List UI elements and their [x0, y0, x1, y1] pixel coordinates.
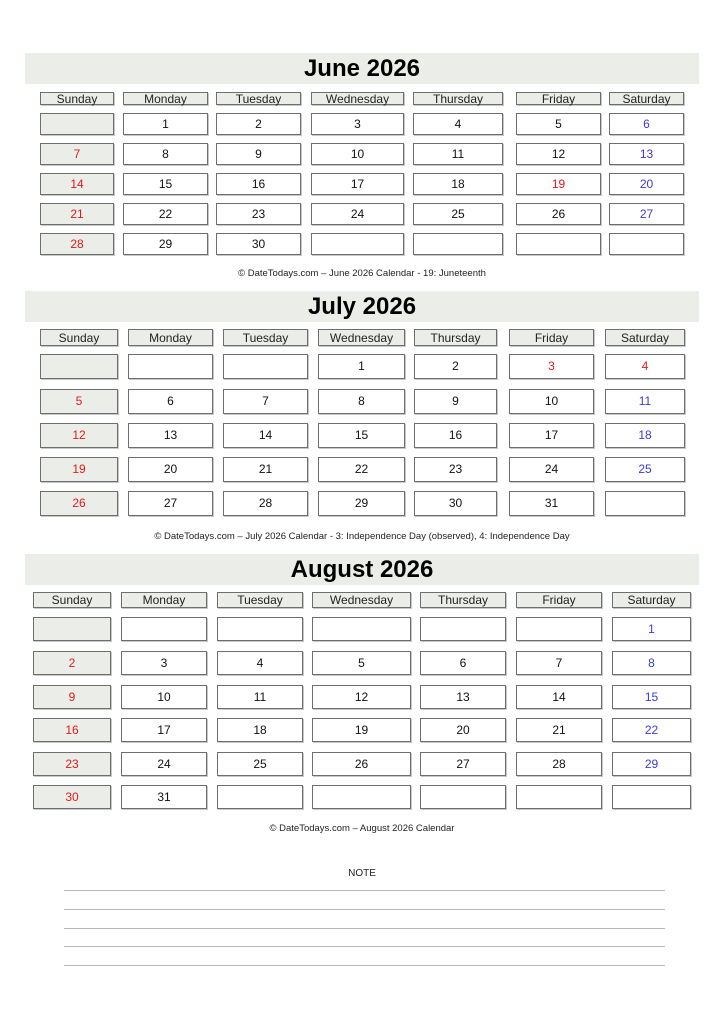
day-cell[interactable]: 19 — [516, 173, 601, 195]
day-cell[interactable]: 22 — [123, 203, 208, 225]
day-cell[interactable]: 14 — [223, 423, 308, 448]
day-cell[interactable]: 12 — [312, 685, 411, 709]
day-cell[interactable]: 11 — [605, 389, 685, 414]
weekday-header-tuesday: Tuesday — [217, 592, 303, 608]
day-cell[interactable]: 8 — [318, 389, 405, 414]
day-cell[interactable]: 9 — [414, 389, 497, 414]
empty-day-cell — [413, 233, 503, 255]
empty-day-cell — [420, 617, 506, 641]
day-cell[interactable]: 19 — [40, 457, 118, 482]
day-cell[interactable]: 27 — [420, 752, 506, 776]
day-cell[interactable]: 3 — [121, 651, 207, 675]
empty-day-cell — [40, 113, 114, 135]
day-cell[interactable]: 18 — [413, 173, 503, 195]
day-cell[interactable]: 4 — [217, 651, 303, 675]
day-cell[interactable]: 18 — [217, 718, 303, 742]
day-cell[interactable]: 10 — [509, 389, 594, 414]
day-cell[interactable]: 18 — [605, 423, 685, 448]
empty-day-cell — [128, 354, 213, 379]
empty-day-cell — [312, 617, 411, 641]
weekday-header-wednesday: Wednesday — [318, 329, 405, 346]
day-cell[interactable]: 21 — [223, 457, 308, 482]
day-cell[interactable]: 26 — [516, 203, 601, 225]
day-cell[interactable]: 20 — [609, 173, 684, 195]
day-cell[interactable]: 1 — [612, 617, 691, 641]
empty-day-cell — [217, 785, 303, 809]
empty-day-cell — [612, 785, 691, 809]
day-cell[interactable]: 28 — [40, 233, 114, 255]
day-cell[interactable]: 30 — [414, 491, 497, 516]
day-cell[interactable]: 17 — [311, 173, 404, 195]
note-line[interactable] — [64, 928, 665, 929]
empty-day-cell — [605, 491, 685, 516]
empty-day-cell — [121, 617, 207, 641]
day-cell[interactable]: 27 — [128, 491, 213, 516]
weekday-header-friday: Friday — [509, 329, 594, 346]
day-cell[interactable]: 4 — [605, 354, 685, 379]
weekday-header-thursday: Thursday — [420, 592, 506, 608]
day-cell[interactable]: 23 — [216, 203, 301, 225]
empty-day-cell — [311, 233, 404, 255]
day-cell[interactable]: 7 — [40, 143, 114, 165]
note-line[interactable] — [64, 946, 665, 947]
day-cell[interactable]: 30 — [216, 233, 301, 255]
day-cell[interactable]: 15 — [123, 173, 208, 195]
day-cell[interactable]: 4 — [413, 113, 503, 135]
day-cell[interactable]: 27 — [609, 203, 684, 225]
day-cell[interactable]: 26 — [40, 491, 118, 516]
empty-day-cell — [609, 233, 684, 255]
day-cell[interactable]: 21 — [516, 718, 602, 742]
day-cell[interactable]: 26 — [312, 752, 411, 776]
weekday-header-sunday: Sunday — [40, 329, 118, 346]
day-cell[interactable]: 31 — [121, 785, 207, 809]
day-cell[interactable]: 23 — [414, 457, 497, 482]
day-cell[interactable]: 25 — [413, 203, 503, 225]
weekday-header-wednesday: Wednesday — [312, 592, 411, 608]
month-footer: © DateTodays.com – June 2026 Calendar - 19: Juneteenth — [238, 268, 486, 279]
day-cell[interactable]: 2 — [216, 113, 301, 135]
day-cell[interactable]: 15 — [612, 685, 691, 709]
day-cell[interactable]: 28 — [516, 752, 602, 776]
day-cell[interactable]: 16 — [216, 173, 301, 195]
day-cell[interactable]: 5 — [516, 113, 601, 135]
month-title: July 2026 — [25, 291, 699, 322]
day-cell[interactable]: 6 — [128, 389, 213, 414]
day-cell[interactable]: 15 — [318, 423, 405, 448]
day-cell[interactable]: 9 — [33, 685, 111, 709]
day-cell[interactable]: 31 — [509, 491, 594, 516]
empty-day-cell — [217, 617, 303, 641]
day-cell[interactable]: 21 — [40, 203, 114, 225]
day-cell[interactable]: 7 — [223, 389, 308, 414]
day-cell[interactable]: 25 — [605, 457, 685, 482]
weekday-header-thursday: Thursday — [413, 92, 503, 105]
empty-day-cell — [420, 785, 506, 809]
note-label: NOTE — [348, 868, 376, 879]
day-cell[interactable]: 16 — [414, 423, 497, 448]
day-cell[interactable]: 17 — [121, 718, 207, 742]
day-cell[interactable]: 19 — [312, 718, 411, 742]
note-line[interactable] — [64, 965, 665, 966]
weekday-header-saturday: Saturday — [609, 92, 684, 105]
day-cell[interactable]: 5 — [40, 389, 118, 414]
weekday-header-saturday: Saturday — [612, 592, 691, 608]
weekday-header-monday: Monday — [123, 92, 208, 105]
day-cell[interactable]: 10 — [121, 685, 207, 709]
day-cell[interactable]: 6 — [420, 651, 506, 675]
day-cell[interactable]: 29 — [123, 233, 208, 255]
month-footer: © DateTodays.com – August 2026 Calendar — [269, 823, 455, 834]
empty-day-cell — [40, 354, 118, 379]
day-cell[interactable]: 20 — [420, 718, 506, 742]
note-line[interactable] — [64, 909, 665, 910]
day-cell[interactable]: 29 — [318, 491, 405, 516]
day-cell[interactable]: 24 — [311, 203, 404, 225]
weekday-header-tuesday: Tuesday — [216, 92, 301, 105]
day-cell[interactable]: 2 — [414, 354, 497, 379]
day-cell[interactable]: 6 — [609, 113, 684, 135]
day-cell[interactable]: 20 — [128, 457, 213, 482]
weekday-header-sunday: Sunday — [40, 92, 114, 105]
day-cell[interactable]: 12 — [516, 143, 601, 165]
day-cell[interactable]: 17 — [509, 423, 594, 448]
weekday-header-friday: Friday — [516, 92, 601, 105]
empty-day-cell — [516, 785, 602, 809]
day-cell[interactable]: 30 — [33, 785, 111, 809]
day-cell[interactable]: 9 — [216, 143, 301, 165]
month-footer: © DateTodays.com – July 2026 Calendar - 3: Independence Day (observed), 4: Independence Day — [154, 531, 570, 542]
weekday-header-thursday: Thursday — [414, 329, 497, 346]
day-cell[interactable]: 24 — [509, 457, 594, 482]
day-cell[interactable]: 13 — [420, 685, 506, 709]
day-cell[interactable]: 14 — [516, 685, 602, 709]
day-cell[interactable]: 22 — [612, 718, 691, 742]
day-cell[interactable]: 1 — [318, 354, 405, 379]
day-cell[interactable]: 11 — [413, 143, 503, 165]
day-cell[interactable]: 1 — [123, 113, 208, 135]
day-cell[interactable]: 2 — [33, 651, 111, 675]
day-cell[interactable]: 12 — [40, 423, 118, 448]
day-cell[interactable]: 22 — [318, 457, 405, 482]
day-cell[interactable]: 3 — [509, 354, 594, 379]
weekday-header-wednesday: Wednesday — [311, 92, 404, 105]
weekday-header-saturday: Saturday — [605, 329, 685, 346]
weekday-header-monday: Monday — [128, 329, 213, 346]
day-cell[interactable]: 29 — [612, 752, 691, 776]
day-cell[interactable]: 13 — [128, 423, 213, 448]
weekday-header-tuesday: Tuesday — [223, 329, 308, 346]
empty-day-cell — [312, 785, 411, 809]
day-cell[interactable]: 5 — [312, 651, 411, 675]
weekday-header-monday: Monday — [121, 592, 207, 608]
day-cell[interactable]: 25 — [217, 752, 303, 776]
day-cell[interactable]: 7 — [516, 651, 602, 675]
day-cell[interactable]: 23 — [33, 752, 111, 776]
weekday-header-sunday: Sunday — [33, 592, 111, 608]
empty-day-cell — [516, 617, 602, 641]
day-cell[interactable]: 24 — [121, 752, 207, 776]
empty-day-cell — [516, 233, 601, 255]
day-cell[interactable]: 16 — [33, 718, 111, 742]
day-cell[interactable]: 28 — [223, 491, 308, 516]
day-cell[interactable]: 8 — [612, 651, 691, 675]
month-title: June 2026 — [25, 53, 699, 84]
empty-day-cell — [33, 617, 111, 641]
day-cell[interactable]: 14 — [40, 173, 114, 195]
month-title: August 2026 — [25, 554, 699, 585]
day-cell[interactable]: 3 — [311, 113, 404, 135]
weekday-header-friday: Friday — [516, 592, 602, 608]
day-cell[interactable]: 10 — [311, 143, 404, 165]
day-cell[interactable]: 8 — [123, 143, 208, 165]
day-cell[interactable]: 11 — [217, 685, 303, 709]
day-cell[interactable]: 13 — [609, 143, 684, 165]
empty-day-cell — [223, 354, 308, 379]
note-line[interactable] — [64, 890, 665, 891]
